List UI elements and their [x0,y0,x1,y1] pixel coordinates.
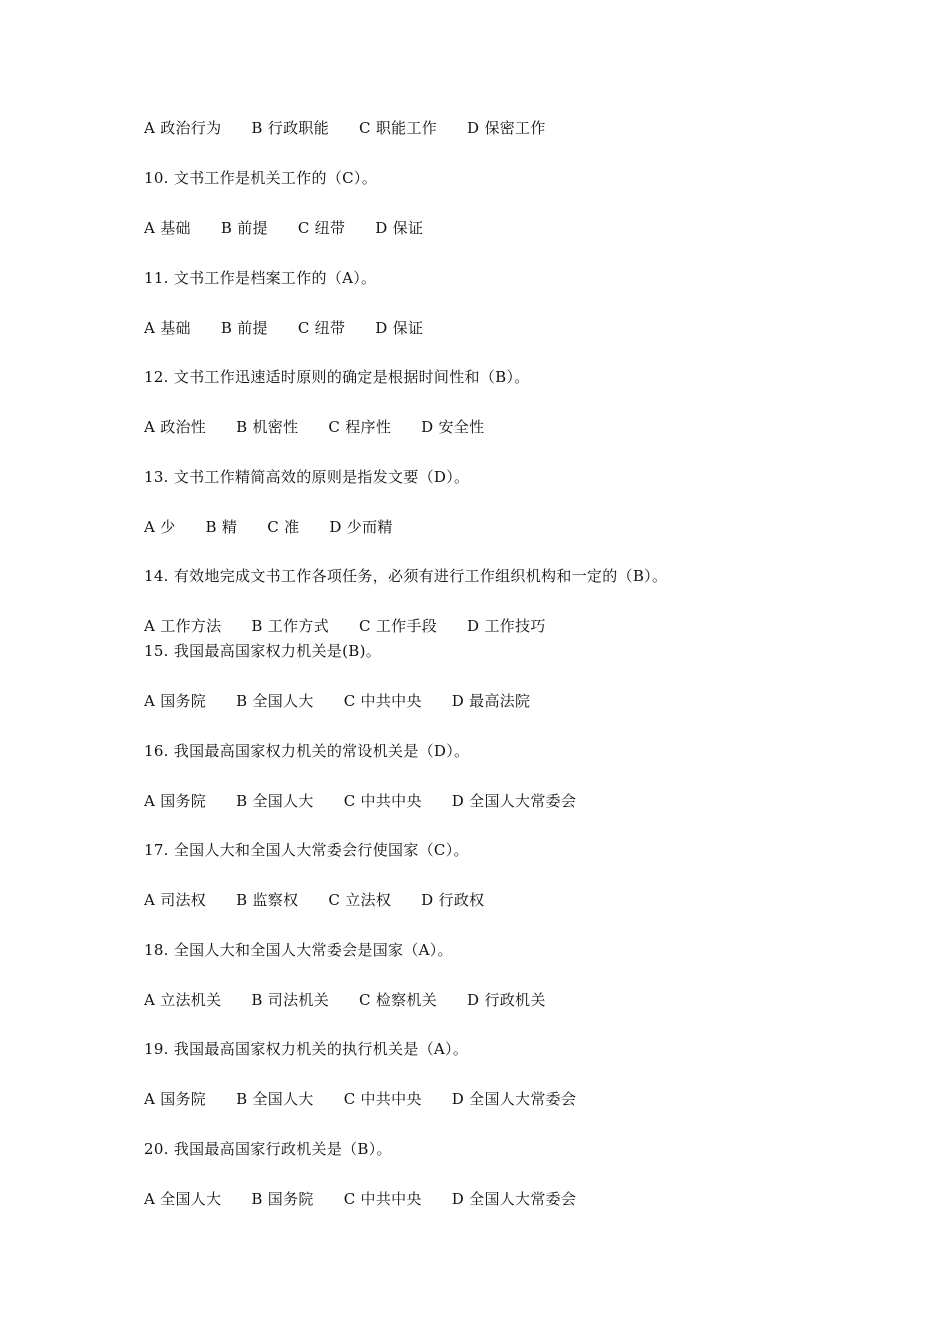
answer-option: B 前提 [220,319,268,337]
answer-option: A 国务院 [144,792,207,810]
answer-options [144,118,546,138]
answer-option: D 全国人大常委会 [451,1190,577,1208]
answer-option: D 保证 [375,219,424,237]
answer-option: B 司法机关 [251,991,329,1009]
answer-options [144,890,484,910]
answer-option: D 少而精 [329,518,393,536]
answer-option: C 中共中央 [343,1090,422,1108]
answer-option: A 全国人大 [144,1190,222,1208]
question-text: 12. 文书工作迅速适时原则的确定是根据时间性和（B）。 [144,368,530,386]
answer-option: A 立法机关 [144,991,222,1009]
question-text: 13. 文书工作精简高效的原则是指发文要（D）。 [144,468,470,486]
answer-option: D 行政机关 [467,991,546,1009]
answer-option: B 工作方式 [251,617,329,635]
answer-option: A 政治性 [144,418,207,436]
answer-option: B 精 [205,518,238,536]
answer-option: C 职能工作 [359,119,438,137]
answer-option: B 全国人大 [236,692,314,710]
question-text: 20. 我国最高国家行政机关是（B）。 [144,1140,392,1158]
question-text: 17. 全国人大和全国人大常委会行使国家（C）。 [144,841,469,859]
answer-option: A 司法权 [144,891,207,909]
answer-options [144,517,393,537]
answer-option: C 中共中央 [343,692,422,710]
answer-option: A 国务院 [144,1090,207,1108]
answer-options [144,990,546,1010]
answer-option: C 检察机关 [359,991,438,1009]
answer-option: B 国务院 [251,1190,314,1208]
answer-option: C 纽带 [297,319,346,337]
answer-option: C 工作手段 [359,617,438,635]
answer-options [144,791,576,811]
answer-options [144,218,423,238]
answer-options [144,616,546,636]
answer-option: A 基础 [144,319,191,337]
question-text: 11. 文书工作是档案工作的（A）。 [144,269,377,287]
answer-option: A 基础 [144,219,191,237]
answer-option: D 保密工作 [467,119,546,137]
answer-option: C 程序性 [328,418,392,436]
answer-option: D 全国人大常委会 [451,1090,577,1108]
answer-option: B 全国人大 [236,792,314,810]
answer-option: B 机密性 [236,418,299,436]
answer-options [144,1189,576,1209]
answer-options [144,417,484,437]
answer-option: D 保证 [375,319,424,337]
answer-option: C 准 [267,518,300,536]
answer-option: D 全国人大常委会 [451,792,577,810]
answer-option: D 工作技巧 [467,617,546,635]
question-text: 19. 我国最高国家权力机关的执行机关是（A）。 [144,1040,469,1058]
question-text: 18. 全国人大和全国人大常委会是国家（A）。 [144,941,453,959]
question-text: 14. 有效地完成文书工作各项任务，必须有进行工作组织机构和一定的（B）。 [144,567,668,585]
answer-option: C 立法权 [328,891,392,909]
answer-options [144,318,423,338]
question-text: 15. 我国最高国家权力机关是(B)。 [144,642,382,660]
answer-options [144,691,530,711]
answer-option: C 中共中央 [343,1190,422,1208]
answer-option: A 国务院 [144,692,207,710]
answer-option: B 监察权 [236,891,299,909]
answer-options [144,1089,576,1109]
question-text: 16. 我国最高国家权力机关的常设机关是（D）。 [144,742,470,760]
answer-option: C 中共中央 [343,792,422,810]
answer-option: B 全国人大 [236,1090,314,1108]
answer-option: A 少 [144,518,176,536]
answer-option: D 行政权 [421,891,485,909]
answer-option: D 最高法院 [451,692,531,710]
question-text: 10. 文书工作是机关工作的（C）。 [144,169,378,187]
answer-option: A 政治行为 [144,119,222,137]
answer-option: C 纽带 [297,219,346,237]
answer-option: B 行政职能 [251,119,329,137]
answer-option: B 前提 [220,219,268,237]
answer-option: A 工作方法 [144,617,222,635]
answer-option: D 安全性 [421,418,485,436]
